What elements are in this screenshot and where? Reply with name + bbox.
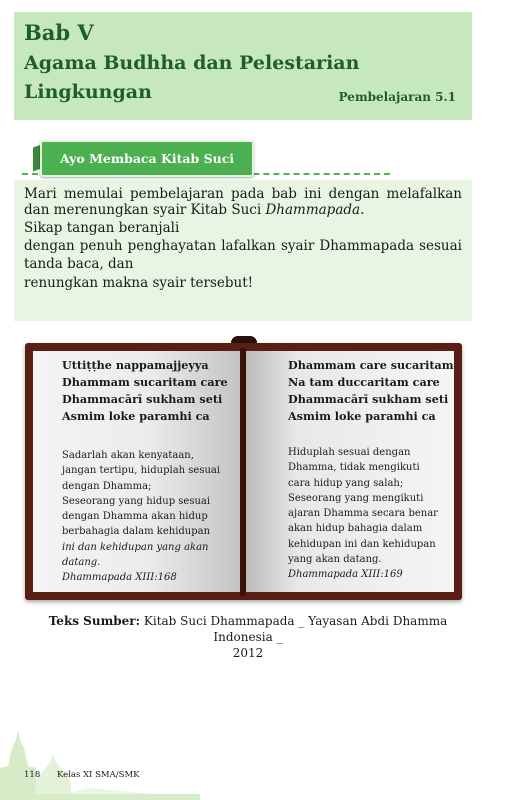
right-translation	[288, 445, 438, 583]
translation-line: Dhamma, tidak mengikuti	[288, 462, 420, 474]
intro-line: dengan penuh penghayatan lafalkan syair Dhammapada sesuai	[24, 238, 462, 254]
translation-line: Hiduplah sesuai dengan	[288, 447, 411, 458]
verse-line: Asmim loke paramhi ca	[288, 409, 436, 423]
class-label: Kelas XI SMA/SMK	[57, 770, 140, 780]
section-ribbon: Ayo Membaca Kitab Suci	[40, 140, 254, 177]
translation-line: akan hidup bahagia dalam	[288, 523, 423, 535]
translation-line: berbahagia dalam kehidupan	[62, 526, 211, 538]
translation-line: yang akan datang.	[288, 554, 382, 566]
source-citation	[18, 613, 478, 661]
intro-paragraph	[24, 186, 462, 218]
translation-line: Seseorang yang hidup sesuai	[62, 495, 211, 507]
source-year: 2012	[232, 646, 264, 660]
intro-period: .	[360, 202, 365, 218]
translation-line: jangan tertipu, hiduplah sesuai	[62, 465, 221, 477]
translation-line: datang.	[62, 557, 101, 569]
translation-line: kehidupan ini dan kehidupan	[288, 538, 436, 550]
intro-line: tanda baca, dan	[24, 256, 134, 272]
verse-line: Dhammacārī sukham seti	[62, 392, 223, 406]
intro-line: Sikap tangan beranjali	[24, 220, 180, 236]
source-label: Teks Sumber:	[48, 614, 141, 628]
verse-line: Uttiṭṭhe nappamajjeyya	[62, 358, 209, 372]
intro-italic-title: Dhammapada	[265, 202, 361, 218]
verse-line: Dhammam sucaritam care	[62, 375, 228, 389]
book-spine	[240, 348, 246, 596]
translation-line: Sadarlah akan kenyataan,	[62, 450, 194, 461]
chapter-title-line1: Agama Budhha dan Pelestarian	[24, 52, 360, 74]
intro-box	[14, 180, 472, 321]
page-number: 118	[24, 770, 41, 780]
translation-line: dengan Dhamma;	[62, 480, 152, 492]
left-pali-verse	[62, 357, 228, 425]
translation-line: dengan Dhamma akan hidup	[62, 511, 208, 523]
temple-silhouette-icon	[0, 700, 200, 800]
lesson-label: Pembelajaran 5.1	[338, 90, 456, 104]
verse-line: Asmim loke paramhi ca	[62, 409, 210, 423]
translation-line: cara hidup yang salah;	[288, 477, 404, 489]
verse-reference: Dhammapada XIII:168	[62, 572, 177, 584]
source-text: Kitab Suci Dhammapada _ Yayasan Abdi Dhamma Indonesia _	[143, 614, 448, 644]
verse-line: Dhammacārī sukham seti	[288, 392, 449, 406]
intro-line: renungkan makna syair tersebut!	[24, 275, 254, 291]
chapter-title-line2: Lingkungan	[24, 81, 152, 103]
left-translation	[62, 448, 220, 586]
translation-line: ini dan kehidupan yang akan	[62, 541, 209, 553]
verse-line: Dhammam care sucaritam	[288, 358, 454, 372]
chapter-header	[14, 12, 472, 120]
verse-reference: Dhammapada XIII:169	[288, 569, 403, 581]
translation-line: ajaran Dhamma secara benar	[288, 508, 438, 520]
verse-line: Na tam duccaritam care	[288, 375, 440, 389]
intro-text: Mari memulai pembelajaran pada bab ini dengan melafalkan dan merenungkan syair Kitab Suci	[24, 186, 462, 218]
chapter-number: Bab V	[24, 20, 94, 45]
translation-line: Seseorang yang mengikuti	[288, 492, 424, 504]
right-pali-verse	[288, 357, 454, 425]
